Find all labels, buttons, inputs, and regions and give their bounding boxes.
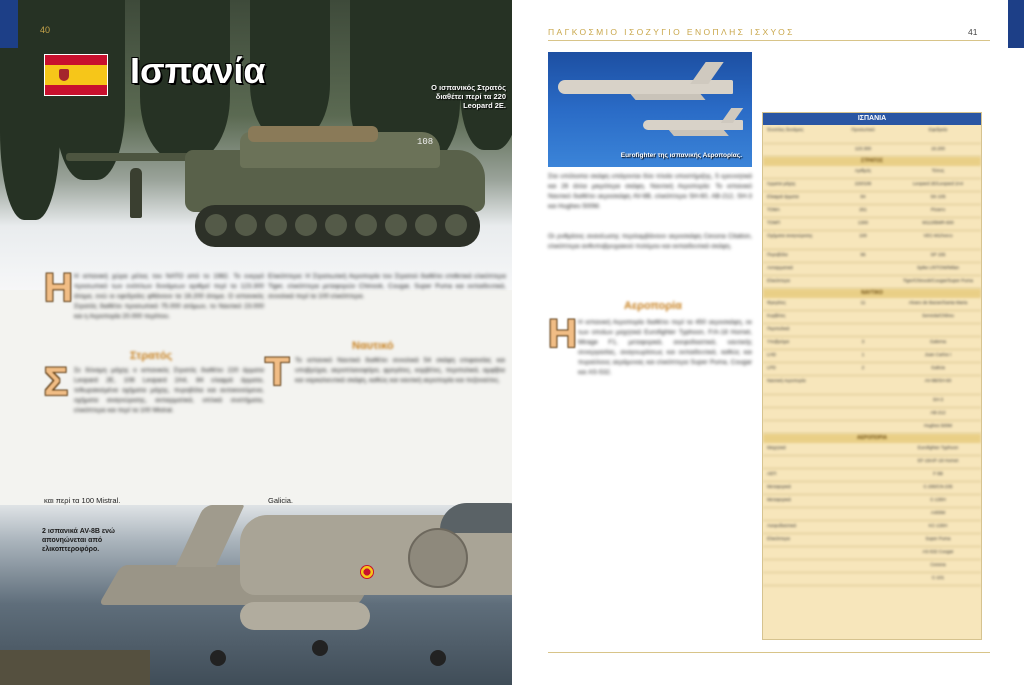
spanish-roundel-icon bbox=[360, 565, 374, 579]
table-cell: Ανεφοδιαστικά bbox=[767, 523, 797, 528]
footer-rule bbox=[548, 652, 990, 653]
tank-number: 108 bbox=[417, 137, 434, 147]
table-cell: Ελαφρά άρματα bbox=[767, 194, 799, 199]
table-cell: AV-8B/SH-60 bbox=[924, 378, 952, 383]
airforce-text: Η ισπανική Αεροπορία διαθέτει περί τα 450 αεροσκάφη, εκ των οποίων μαχητικά Eurofighter Typhoon, F/A-18 Hornet, Mirage F1, μεταφορικά, ανεφοδιαστικά, ναυτικής συνεργασίας, αναγνωρίσεως και εκπαιδευτικά, καθώς και πυραύλους αεράμυνας και ελικόπτερα Super Puma, Cougar και AS-532. bbox=[578, 319, 752, 376]
table-cell: C-295/CN-235 bbox=[923, 484, 953, 489]
table-cell: 3 bbox=[861, 339, 865, 344]
table-section-header: ΑΕΡΟΠΟΡΙΑ bbox=[763, 434, 981, 443]
navy-continued-text: Στα υπόλοιπα σκάφη υπάγονται δύο πλοία υποστήριξης, 5 ερευνητικά και 26 άλλα μικρότερα σκάφη. Ναυτική Αεροπορία: Το ισπανικό Ναυτικό διαθέτει αεροσκάφη AV-8B, ελικόπτερα SH-60, AB-212, SH-3 και Hughes 500M. bbox=[548, 173, 752, 210]
table-cell: LPD bbox=[767, 365, 776, 370]
tank-wheel bbox=[385, 214, 407, 236]
navy-text: Το ισπανικό Ναυτικό διαθέτει συνολικά 54 σκάφη επιφανείας και υποβρύχια, αεροπλανοφόρο, φρεγάτες, κορβέτες, περιπολικά, αμφίβια και ναρκαλιευτικά σκάφη, καθώς και ναυτική αεροπορία και πεζοναύτες. bbox=[295, 357, 505, 384]
table-title: ΙΣΠΑΝΙΑ bbox=[763, 113, 981, 125]
landing-gear-wheel bbox=[312, 640, 328, 656]
table-cell: Ελικόπτερα bbox=[767, 278, 790, 283]
right-page bbox=[512, 0, 1024, 685]
dropcap: Τ bbox=[265, 350, 290, 394]
ship-deck bbox=[0, 650, 150, 685]
table-row bbox=[763, 521, 981, 534]
table-cell: VEC-M1/Iveco bbox=[923, 233, 953, 238]
tank-wheel bbox=[325, 214, 347, 236]
navy-heading: Ναυτικό bbox=[352, 340, 394, 352]
table-body bbox=[763, 125, 981, 586]
table-row bbox=[763, 350, 981, 363]
table-cell: 261 bbox=[859, 207, 867, 212]
table-cell: 123.300 bbox=[854, 146, 872, 151]
table-row bbox=[763, 495, 981, 508]
table-row bbox=[763, 469, 981, 482]
table-section-header: ΝΑΥΤΙΚΟ bbox=[763, 289, 981, 298]
tank-wheel bbox=[445, 214, 467, 236]
table-cell: Galicia bbox=[931, 365, 945, 370]
table-row bbox=[763, 166, 981, 179]
coat-of-arms-icon bbox=[59, 69, 69, 81]
table-cell: Ελικόπτερα bbox=[767, 536, 790, 541]
table-cell: Αντιαρματικά bbox=[767, 265, 793, 270]
airforce-heading: Αεροπορία bbox=[624, 300, 682, 312]
table-row bbox=[763, 192, 981, 205]
table-row bbox=[763, 560, 981, 573]
harrier-intake bbox=[408, 528, 468, 588]
intro-text: Η ισπανική χώρα μέλος του ΝΑΤΟ από το 1982. Το ενεργό προσωπικό των ενόπλων δυνάμεων αριθμεί περί τα 123.300 άτομα, ενώ οι εφεδρείες φθάνουν τα 16.200 άτομα. Ο ισπανικός Στρατός διαθέτει προσωπικό 75.000 ατόμων, το Ναυτικό 23.000 και η Αεροπορία 20.000 περίπου. bbox=[74, 273, 264, 320]
table-row bbox=[763, 363, 981, 376]
table-cell: Eurofighter Typhoon bbox=[917, 445, 959, 450]
table-row bbox=[763, 263, 981, 276]
table-cell: A400M bbox=[930, 510, 946, 515]
table-cell: F-5B bbox=[933, 471, 943, 476]
eurofighter-caption: Eurofighter της ισπανικής Αεροπορίας. bbox=[620, 152, 742, 159]
running-header: ΠΑΓΚΟΣΜΙΟ ΙΣΟΖΥΓΙΟ ΕΝΟΠΛΗΣ ΙΣΧΥΟΣ bbox=[548, 27, 795, 37]
table-cell: 1300 bbox=[857, 220, 868, 225]
table-row bbox=[763, 421, 981, 434]
tank-wheel bbox=[265, 214, 287, 236]
table-row bbox=[763, 276, 981, 289]
table-cell: M113/BMR-600 bbox=[922, 220, 954, 225]
table-cell: LHD bbox=[767, 352, 777, 357]
dropcap: Η bbox=[548, 312, 577, 356]
dropcap: Σ bbox=[44, 360, 69, 404]
table-cell: Ναυτική Αεροπορία bbox=[767, 378, 806, 383]
spain-flag bbox=[44, 54, 108, 96]
table-cell: Αριθμός bbox=[854, 168, 872, 173]
tank-camouflage bbox=[248, 126, 378, 142]
table-cell: Πυροβόλα bbox=[767, 252, 788, 257]
table-cell: Τύπος bbox=[931, 168, 945, 173]
page-tab-marker bbox=[0, 0, 18, 48]
navy-last-line: Galicia. bbox=[268, 496, 294, 505]
tank-wheel bbox=[355, 214, 377, 236]
landing-gear-wheel bbox=[430, 650, 446, 666]
table-row bbox=[763, 376, 981, 395]
page-number: 40 bbox=[40, 25, 51, 35]
table-cell: 100 bbox=[859, 233, 867, 238]
table-cell: Ένοπλες δυνάμεις bbox=[767, 127, 804, 132]
table-cell: Εφεδρεία bbox=[928, 127, 948, 132]
table-row bbox=[763, 456, 981, 469]
soldier-figure bbox=[130, 168, 142, 218]
table-row bbox=[763, 311, 981, 324]
table-cell: 96 bbox=[860, 252, 866, 257]
table-cell: SK-105 bbox=[930, 194, 946, 199]
table-cell: Serviola/Chilreu bbox=[922, 313, 954, 318]
table-cell: ΤΟΜΑ bbox=[767, 207, 780, 212]
table-cell: Φρεγάτες bbox=[767, 300, 786, 305]
table-cell: SP 155 bbox=[930, 252, 946, 257]
table-cell: Οχήματα αναγνώρισης bbox=[767, 233, 813, 238]
table-cell: Κορβέτες bbox=[767, 313, 786, 318]
tank-wheel bbox=[295, 214, 317, 236]
table-cell: Hughes 500M bbox=[923, 423, 953, 428]
table-cell: ΤΟΜΠ bbox=[767, 220, 781, 225]
table-cell: Υποβρύχια bbox=[767, 339, 790, 344]
table-cell: AB-212 bbox=[930, 410, 946, 415]
table-cell: Leopard 2Ε/Leopard 2A4 bbox=[912, 181, 964, 186]
table-row bbox=[763, 218, 981, 231]
page-number: 41 bbox=[968, 27, 978, 37]
table-row bbox=[763, 534, 981, 547]
table-row bbox=[763, 508, 981, 521]
table-row bbox=[763, 231, 981, 250]
table-cell: 84 bbox=[860, 194, 866, 199]
table-cell: C-130H bbox=[930, 497, 946, 502]
header-rule bbox=[548, 40, 990, 41]
table-cell: Μεταφορικά bbox=[767, 497, 791, 502]
page-tab-marker bbox=[1008, 0, 1024, 48]
tank-wheel bbox=[205, 214, 227, 236]
landing-gear-wheel bbox=[210, 650, 226, 666]
table-row bbox=[763, 573, 981, 586]
table-cell: Juan Carlos I bbox=[924, 352, 952, 357]
table-cell: Μεταφορικά bbox=[767, 484, 791, 489]
table-row bbox=[763, 408, 981, 421]
table-row bbox=[763, 250, 981, 263]
harrier-caption: 2 ισπανικά AV-8B ενώ απονηώνεται από ελικοπτεροφόρο. bbox=[42, 528, 115, 553]
table-row bbox=[763, 482, 981, 495]
table-row bbox=[763, 125, 981, 144]
navy-renewal-text: Οι ρυθμίσεις ανανέωσης περιλαμβάνουν αεροσκάφη Cessna Citation, ελικόπτερα ανθυποβρυχιακού πολέμου και εκπαιδευτικά σκάφη. bbox=[548, 233, 752, 250]
table-cell: ΑΕΠ bbox=[767, 471, 777, 476]
helicopters-text: Ελικόπτερα: Η Στρατιωτική Αεροπορία του Στρατού διαθέτει επιθετικά ελικόπτερα Tiger, ελικόπτερα μεταφορών Chinook, Cougar, Super Puma και εκπαιδευτικά, συνολικά περί τα 100 ελικόπτερα. bbox=[268, 273, 506, 300]
table-cell: Super Puma bbox=[925, 536, 951, 541]
table-cell: 2 bbox=[861, 365, 865, 370]
table-cell: Προσωπικό bbox=[851, 127, 875, 132]
army-last-line: και περί τα 100 Mistral. bbox=[44, 496, 121, 505]
tank-caption: Ο ισπανικός Στρατός διαθέτει περί τα 220 Leopard 2Ε. bbox=[431, 83, 506, 110]
dropcap: Η bbox=[44, 266, 73, 310]
eurofighter-photo bbox=[548, 52, 752, 167]
table-cell: Pizarro bbox=[930, 207, 946, 212]
table-cell: Galerna bbox=[929, 339, 946, 344]
table-row bbox=[763, 324, 981, 337]
table-cell: 1 bbox=[861, 352, 865, 357]
table-section-header: ΣΤΡΑΤΟΣ bbox=[763, 157, 981, 166]
table-cell: Alvaro de Bazan/Santa Maria bbox=[908, 300, 968, 305]
table-row bbox=[763, 298, 981, 311]
table-row bbox=[763, 547, 981, 560]
harrier-drop-tank bbox=[240, 602, 370, 630]
table-row bbox=[763, 443, 981, 456]
army-heading: Στρατός bbox=[130, 350, 173, 362]
table-cell: Άρματα μάχης bbox=[767, 181, 796, 186]
table-row bbox=[763, 395, 981, 408]
table-cell: EF-18A/F-18 Hornet bbox=[917, 458, 959, 463]
table-cell: Cessna bbox=[930, 562, 946, 567]
table-cell: Tiger/Chinook/Cougar/Super Puma bbox=[902, 278, 974, 283]
table-row bbox=[763, 205, 981, 218]
table-cell: 11 bbox=[860, 300, 866, 305]
table-cell: Περιπολικά bbox=[767, 326, 790, 331]
country-title: Ισπανία bbox=[130, 50, 266, 91]
table-cell: C-101 bbox=[931, 575, 945, 580]
tank-photo bbox=[0, 0, 512, 290]
forest-tree bbox=[460, 0, 512, 150]
table-row bbox=[763, 337, 981, 350]
table-cell: KC-130H bbox=[928, 523, 948, 528]
table-cell: 220/108 bbox=[854, 181, 872, 186]
table-row bbox=[763, 179, 981, 192]
tank-wheel bbox=[235, 214, 257, 236]
tank-wheel bbox=[415, 214, 437, 236]
table-row bbox=[763, 144, 981, 157]
table-cell: Μαχητικά bbox=[767, 445, 786, 450]
table-cell: 16.200 bbox=[931, 146, 945, 151]
army-text: Σε δύναμη μάχης ο ισπανικός Στρατός διαθέτει 220 άρματα Leopard 2Ε, 108 Leopard 2A4, 84 ελαφρά άρματα, τεθωρακισμένα οχήματα μάχης, πυροβόλα και αυτοκινούμενα, οχήματα αναγνώρισης, αντιαρματικά, οπλικά συστήματα, ελικόπτερα και περί τα 100 Mistral. bbox=[74, 367, 264, 414]
force-table bbox=[762, 112, 982, 640]
table-cell: SH-3 bbox=[932, 397, 944, 402]
table-cell: Spike LR/TOW/Milan bbox=[917, 265, 959, 270]
table-cell: AS-532 Cougar bbox=[922, 549, 954, 554]
